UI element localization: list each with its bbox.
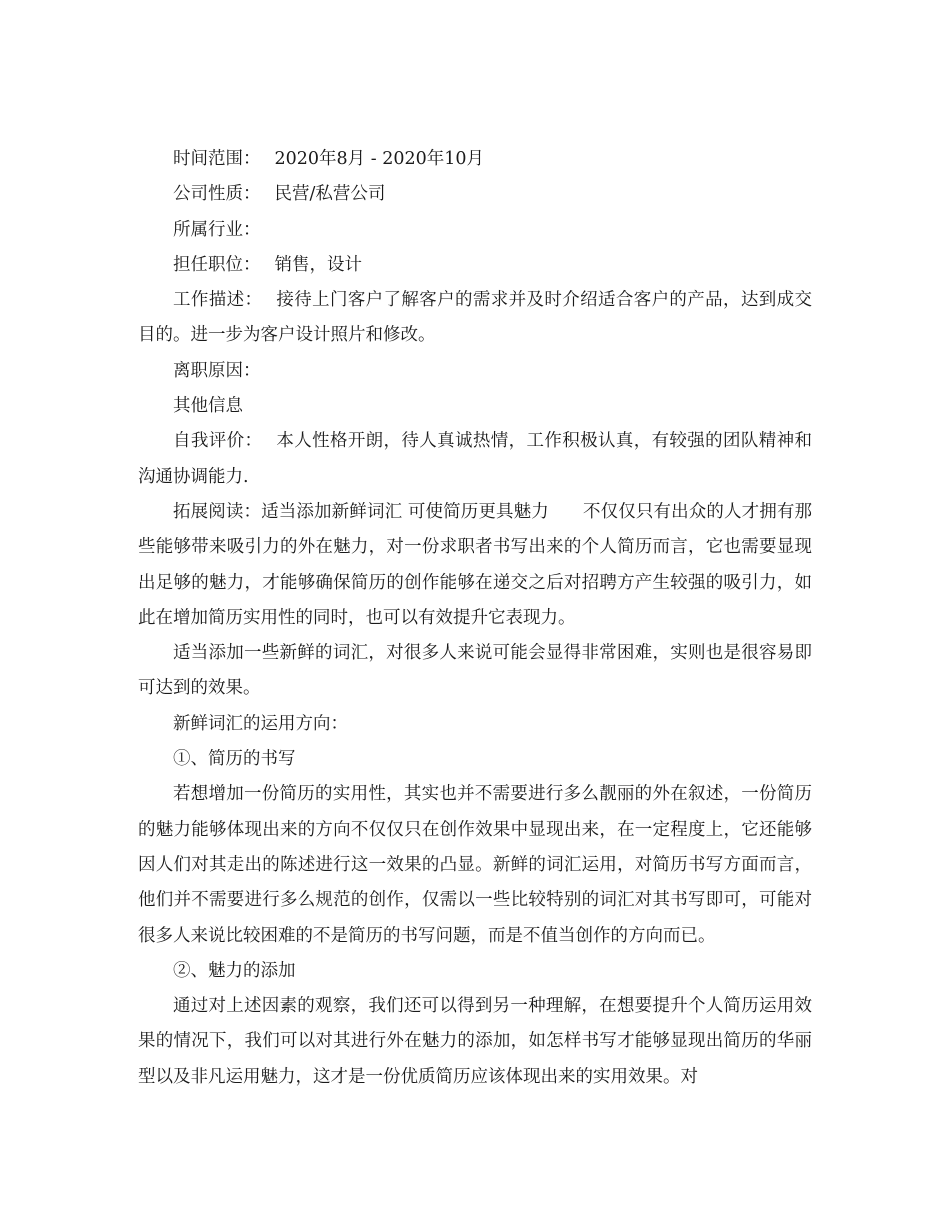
time-range-line xyxy=(138,142,812,177)
time-range-value: 2020年8月 - 2020年10月 xyxy=(274,149,485,169)
section-1-text: 若想增加一份简历的实用性，其实也并不需要进行多么靓丽的外在叙述，一份简历的魅力能够体现出来的方向不仅仅只在创作效果中显现出来，在一定程度上，它还能够因人们对其走出的陈述进行这一效果的凸显。新鲜的词汇运用，对简历书写方面而言，他们并不需要进行多么规范的创作，仅需以一些比较特别的词汇对其书写即可，可能对很多人来说比较困难的不是简历的书写问题，而是不值当创作的方向而已。 xyxy=(138,784,812,946)
leave-reason-label: 离职原因： xyxy=(173,360,261,381)
document-body xyxy=(138,142,812,1095)
directions-heading: 新鲜词汇的运用方向： xyxy=(173,713,348,734)
section-2-heading: ②、魅力的添加 xyxy=(173,960,296,981)
position-line xyxy=(138,248,812,283)
self-evaluation-value: 本人性格开朗，待人真诚热情，工作积极认真，有较强的团队精神和沟通协调能力. xyxy=(138,431,813,487)
time-range-label: 时间范围： xyxy=(173,149,261,169)
position-value: 销售，设计 xyxy=(274,254,362,275)
article-intro-label: 拓展阅读： xyxy=(173,501,262,522)
position-label: 担任职位： xyxy=(173,254,261,275)
self-evaluation-label: 自我评价： xyxy=(173,431,263,452)
leave-reason-line xyxy=(138,354,812,389)
section-1-heading: ①、简历的书写 xyxy=(173,749,296,770)
industry-label: 所属行业： xyxy=(173,219,261,240)
company-type-line xyxy=(138,177,812,212)
company-type-value: 民营/私营公司 xyxy=(274,184,386,205)
industry-line xyxy=(138,213,812,248)
article-paragraph: 适当添加一些新鲜的词汇，对很多人来说可能会显得非常困难，实则也是很容易即可达到的效果。 xyxy=(138,643,812,699)
company-type-label: 公司性质： xyxy=(173,184,261,205)
description-line xyxy=(138,283,812,354)
article-intro-text: 不仅仅只有出众的人才拥有那些能够带来吸引力的外在魅力，对一份求职者书写出来的个人简历而言，它也需要显现出足够的魅力，才能够确保简历的创作能够在递交之后对招聘方产生较强的吸引力，如此在增加简历实用性的同时，也可以有效提升它表现力。 xyxy=(138,501,813,628)
description-value: 接待上门客户了解客户的需求并及时介绍适合客户的产品，达到成交目的。进一步为客户设计照片和修改。 xyxy=(138,290,813,346)
other-info-heading: 其他信息 xyxy=(173,396,243,417)
article-title: 适当添加新鲜词汇 可使简历更具魅力 xyxy=(261,501,549,522)
section-2-text: 通过对上述因素的观察，我们还可以得到另一种理解，在想要提升个人简历运用效果的情况下，我们可以对其进行外在魅力的添加，如怎样书写才能够显现出简历的华丽型以及非凡运用魅力，这才是一份优质简历应该体现出来的实用效果。对 xyxy=(138,996,812,1087)
self-evaluation-line xyxy=(138,424,812,495)
description-label: 工作描述： xyxy=(173,290,263,311)
article-intro xyxy=(138,495,812,636)
